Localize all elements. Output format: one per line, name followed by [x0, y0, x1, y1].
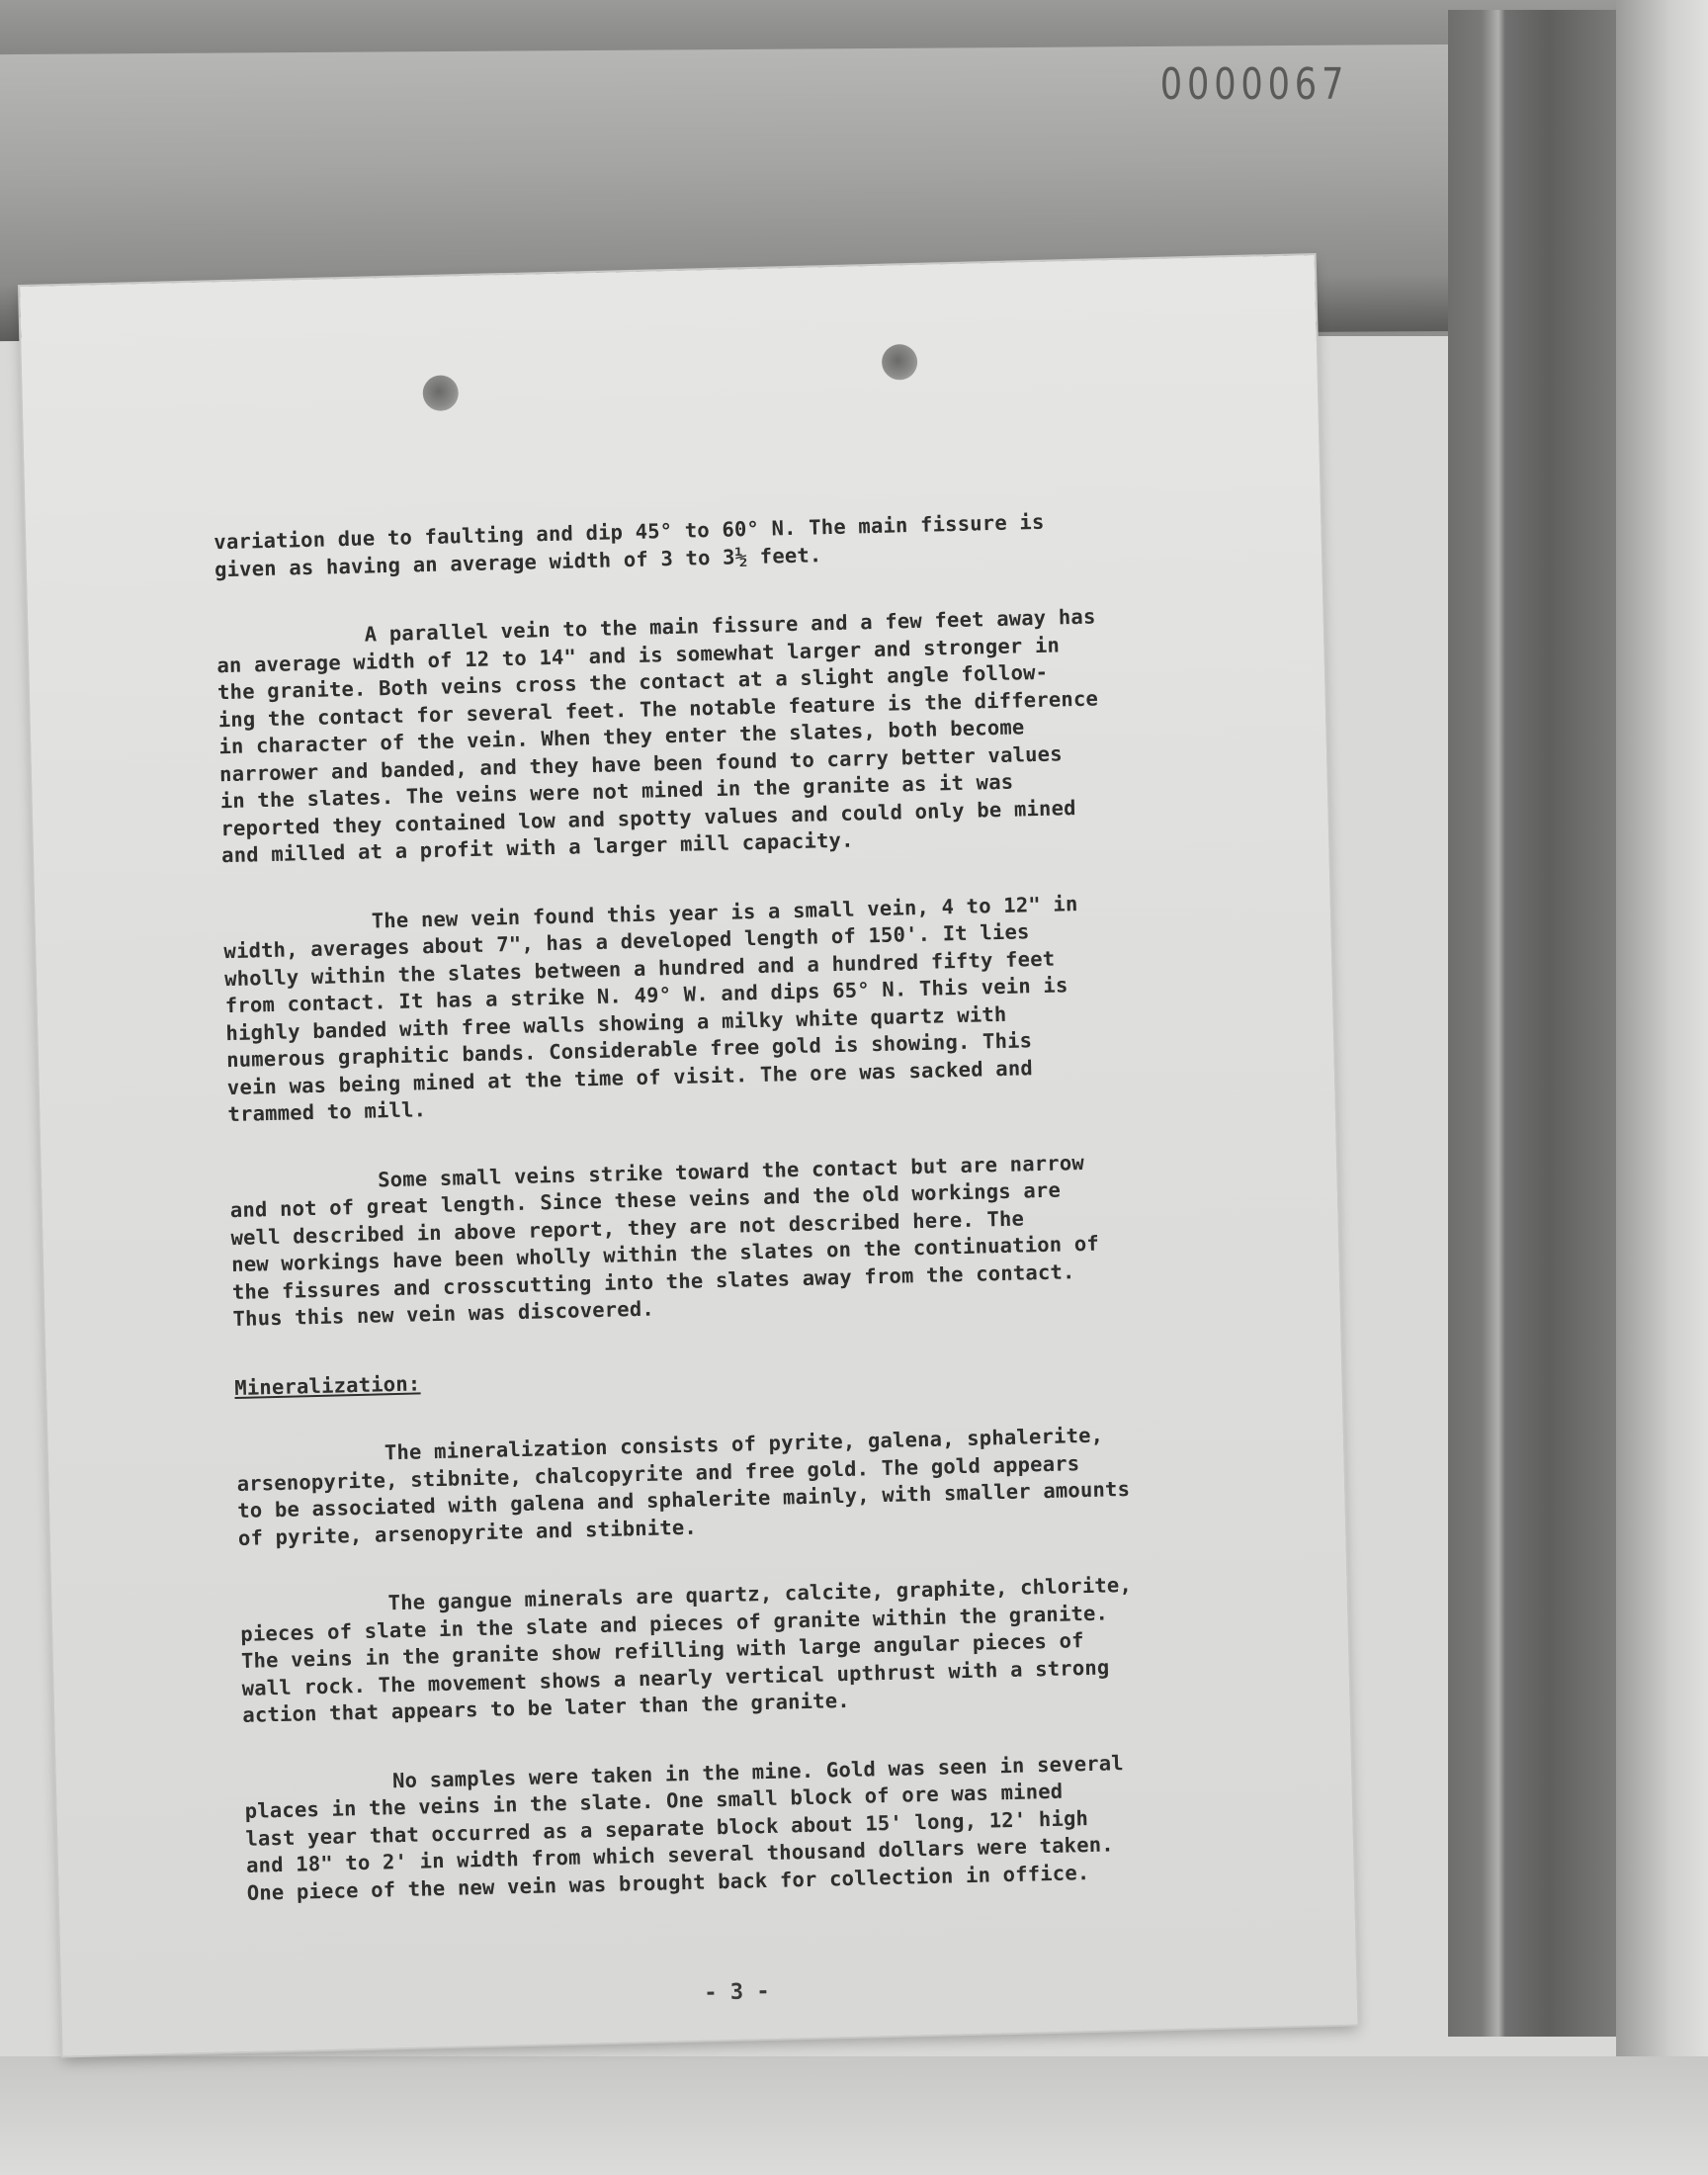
paragraph-mineralization: The mineralization consists of pyrite, galena, sphalerite, arsenopyrite, stibnite, chalcopyrite and free gold. The gold appears to be associated with galena and sphalerite mainly, with smaller amounts of pyrite, arsenopyrite and stibnite.	[236, 1423, 1131, 1550]
section-heading-mineralization: Mineralization:	[233, 1370, 421, 1400]
punch-hole-top-right	[882, 344, 918, 381]
document-body	[214, 504, 1256, 1948]
page-number: - 3 -	[704, 1978, 770, 2006]
punch-hole-top-left	[422, 375, 459, 411]
scanner-edge	[1616, 0, 1708, 2175]
scanner-background-right	[1448, 10, 1616, 2037]
document-page	[20, 255, 1357, 2055]
paragraph-small-veins: Some small veins strike toward the contact but are narrow and not of great length. Since these veins and the old workings are well described in above report, they are not described here. The new workings have been wholly within the slates on the continuation of the fissures and crosscutting into the slates away from the contact. Thus this new vein was discovered.	[229, 1150, 1100, 1332]
paragraph-samples: No samples were taken in the mine. Gold was seen in several places in the veins in the slate. One small block of ore was mined last year that occurred as a separate block about 15' long, 12' high and 18" to 2' in width from which several thousand dollars were taken. One piece of the new vein was brought back for collection in office.	[244, 1750, 1125, 1905]
scanner-background-bottom	[0, 2056, 1708, 2175]
paragraph-new-vein: The new vein found this year is a small vein, 4 to 12" in width, averages about 7", has a developed length of 150'. It lies wholly within the slates between a hundred and a hundred fifty feet from contact. It has a strike N. 49° W. and dips 65° N. This vein is highly banded with free walls showing a milky white quartz with numerous graphitic bands. Considerable free gold is showing. This vein was being mined at the time of visit. The ore was sacked and trammed to mill.	[223, 891, 1078, 1127]
paragraph-gangue-minerals: The gangue minerals are quartz, calcite, graphite, chlorite, pieces of slate in the slate and pieces of granite within the granite. The veins in the granite show refilling with large angular pieces of wall rock. The movement shows a nearly vertical upthrust with a strong action that appears to be later than the granite.	[240, 1572, 1133, 1727]
document-control-number: 0000067	[1159, 59, 1349, 110]
paragraph-parallel-vein: A parallel vein to the main fissure and a few feet away has an average width of 12 to 14" and is somewhat larger and stronger in the granite. Both veins cross the contact at a slight angle follow- ing the contact for several feet. The notable feature is the difference in character of the vein. When they enter the slates, both become narrower and banded, and they have been found to carry better values in the slates. The veins were not mined in the granite as it was reported they contained low and spotty values and could only be mined and milled at a profit with a larger mill capacity.	[216, 604, 1099, 868]
paragraph-vein-dip: variation due to faulting and dip 45° to 60° N. The main fissure is given as having an average width of 3 to 3½ feet.	[214, 509, 1045, 581]
